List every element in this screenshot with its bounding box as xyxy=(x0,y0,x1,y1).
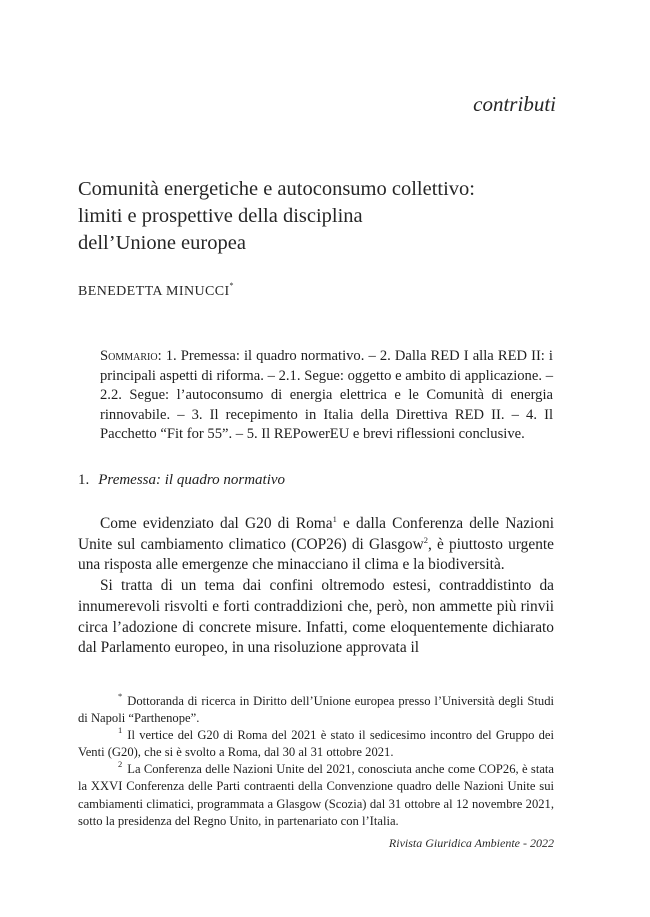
footnote: $^2$ La Conferenza delle Nazioni Unite del 2021, conosciuta anche come COP26, è stata la XXVI Conferenza delle Parti contraenti della Convenzione quadro delle Nazioni Unite sui cambiamenti climatici, programmata a Glasgow (Scozia) dal 31 ottobre al 12 novembre 2021, sotto la presidenza del Regno Unito, in partenariato con l’Italia. xyxy=(78,759,554,828)
body-text xyxy=(78,514,554,659)
footnote-ref: 1 xyxy=(332,514,337,524)
summary-label: Sommario xyxy=(100,348,158,364)
footnote-text: Dottoranda di ricerca in Diritto dell’Unione europea presso l’Università degli Studi di Napoli “Parthenope”. xyxy=(78,694,554,726)
section-number: 1. xyxy=(78,472,90,488)
title-line: limiti e prospettive della disciplina xyxy=(78,205,363,227)
summary-text: : 1. Premessa: il quadro normativo. – 2. Dalla RED I alla RED II: i principali aspetti di riforma. – 2.1. Segue: oggetto e ambito di applicazione. – 2.2. Segue: l’autoconsumo di energia elettrica e le Comunità di energia rinnovabile. – 3. Il recepimento in Italia della Direttiva RED II. – 4. Il Pacchetto “Fit for 55”. – 5. Il REPowerEU e brevi riflessioni conclusive. xyxy=(100,348,553,443)
footnote: $^1$ Il vertice del G20 di Roma del 2021 è stato il sedicesimo incontro del Gruppo dei Venti (G20), che si è svolto a Roma, dal 30 al 31 ottobre 2021. xyxy=(78,725,554,760)
author-note-mark: * xyxy=(229,281,234,290)
summary-block xyxy=(100,347,553,445)
article-title xyxy=(78,176,598,257)
section-label: contributi xyxy=(473,92,556,116)
footnotes xyxy=(78,693,554,830)
paragraph: Si tratta di un tema dai confini oltremodo estesi, contraddistinto da innumerevoli risvolti e forti contraddizioni che, però, non ammette più rinvii circa l’adozione di concrete misure. Infatti, come eloquentemente dichiarato dal Parlamento europeo, in una risoluzione approvata il xyxy=(78,577,554,657)
title-line: dell’Unione europea xyxy=(78,232,246,254)
journal-footer: Rivista Giuridica Ambiente - 2022 xyxy=(388,836,554,850)
footnote-text: La Conferenza delle Nazioni Unite del 2021, conosciuta anche come COP26, è stata la XXVI Conferenza delle Parti contraenti della Convenzione quadro delle Nazioni Unite sui cambiamenti climatici, programmata a Glasgow (Scozia) dal 31 ottobre al 12 novembre 2021, sotto la presidenza del Regno Unito, in partenariato con l’Italia. xyxy=(78,762,554,828)
paragraph-text: Come evidenziato dal G20 di Roma xyxy=(100,515,333,532)
section-title: Premessa: il quadro normativo xyxy=(98,472,286,488)
author-name xyxy=(78,281,234,300)
author-text: BENEDETTA MINUCCI xyxy=(78,284,230,299)
paragraph-text: e dalla Conferenza delle Nazioni Unite sul cambiamento climatico (COP26) di Glasgow xyxy=(78,515,554,553)
footnote-ref: 2 xyxy=(423,534,428,545)
paragraph-text: , è piuttosto urgente una risposta alle emergenze che minacciano il clima e la biodiversità. xyxy=(78,535,554,574)
paragraph xyxy=(78,514,554,576)
section-heading xyxy=(78,472,285,489)
footnote: * Dottoranda di ricerca in Diritto dell’Unione europea presso l’Università degli Studi di Napoli “Parthenope”. xyxy=(78,691,554,726)
title-line: Comunità energetiche e autoconsumo collettivo: xyxy=(78,178,475,200)
footnote-text: Il vertice del G20 di Roma del 2021 è stato il sedicesimo incontro del Gruppo dei Venti (G20), che si è svolto a Roma, dal 30 al 31 ottobre 2021. xyxy=(78,728,554,760)
